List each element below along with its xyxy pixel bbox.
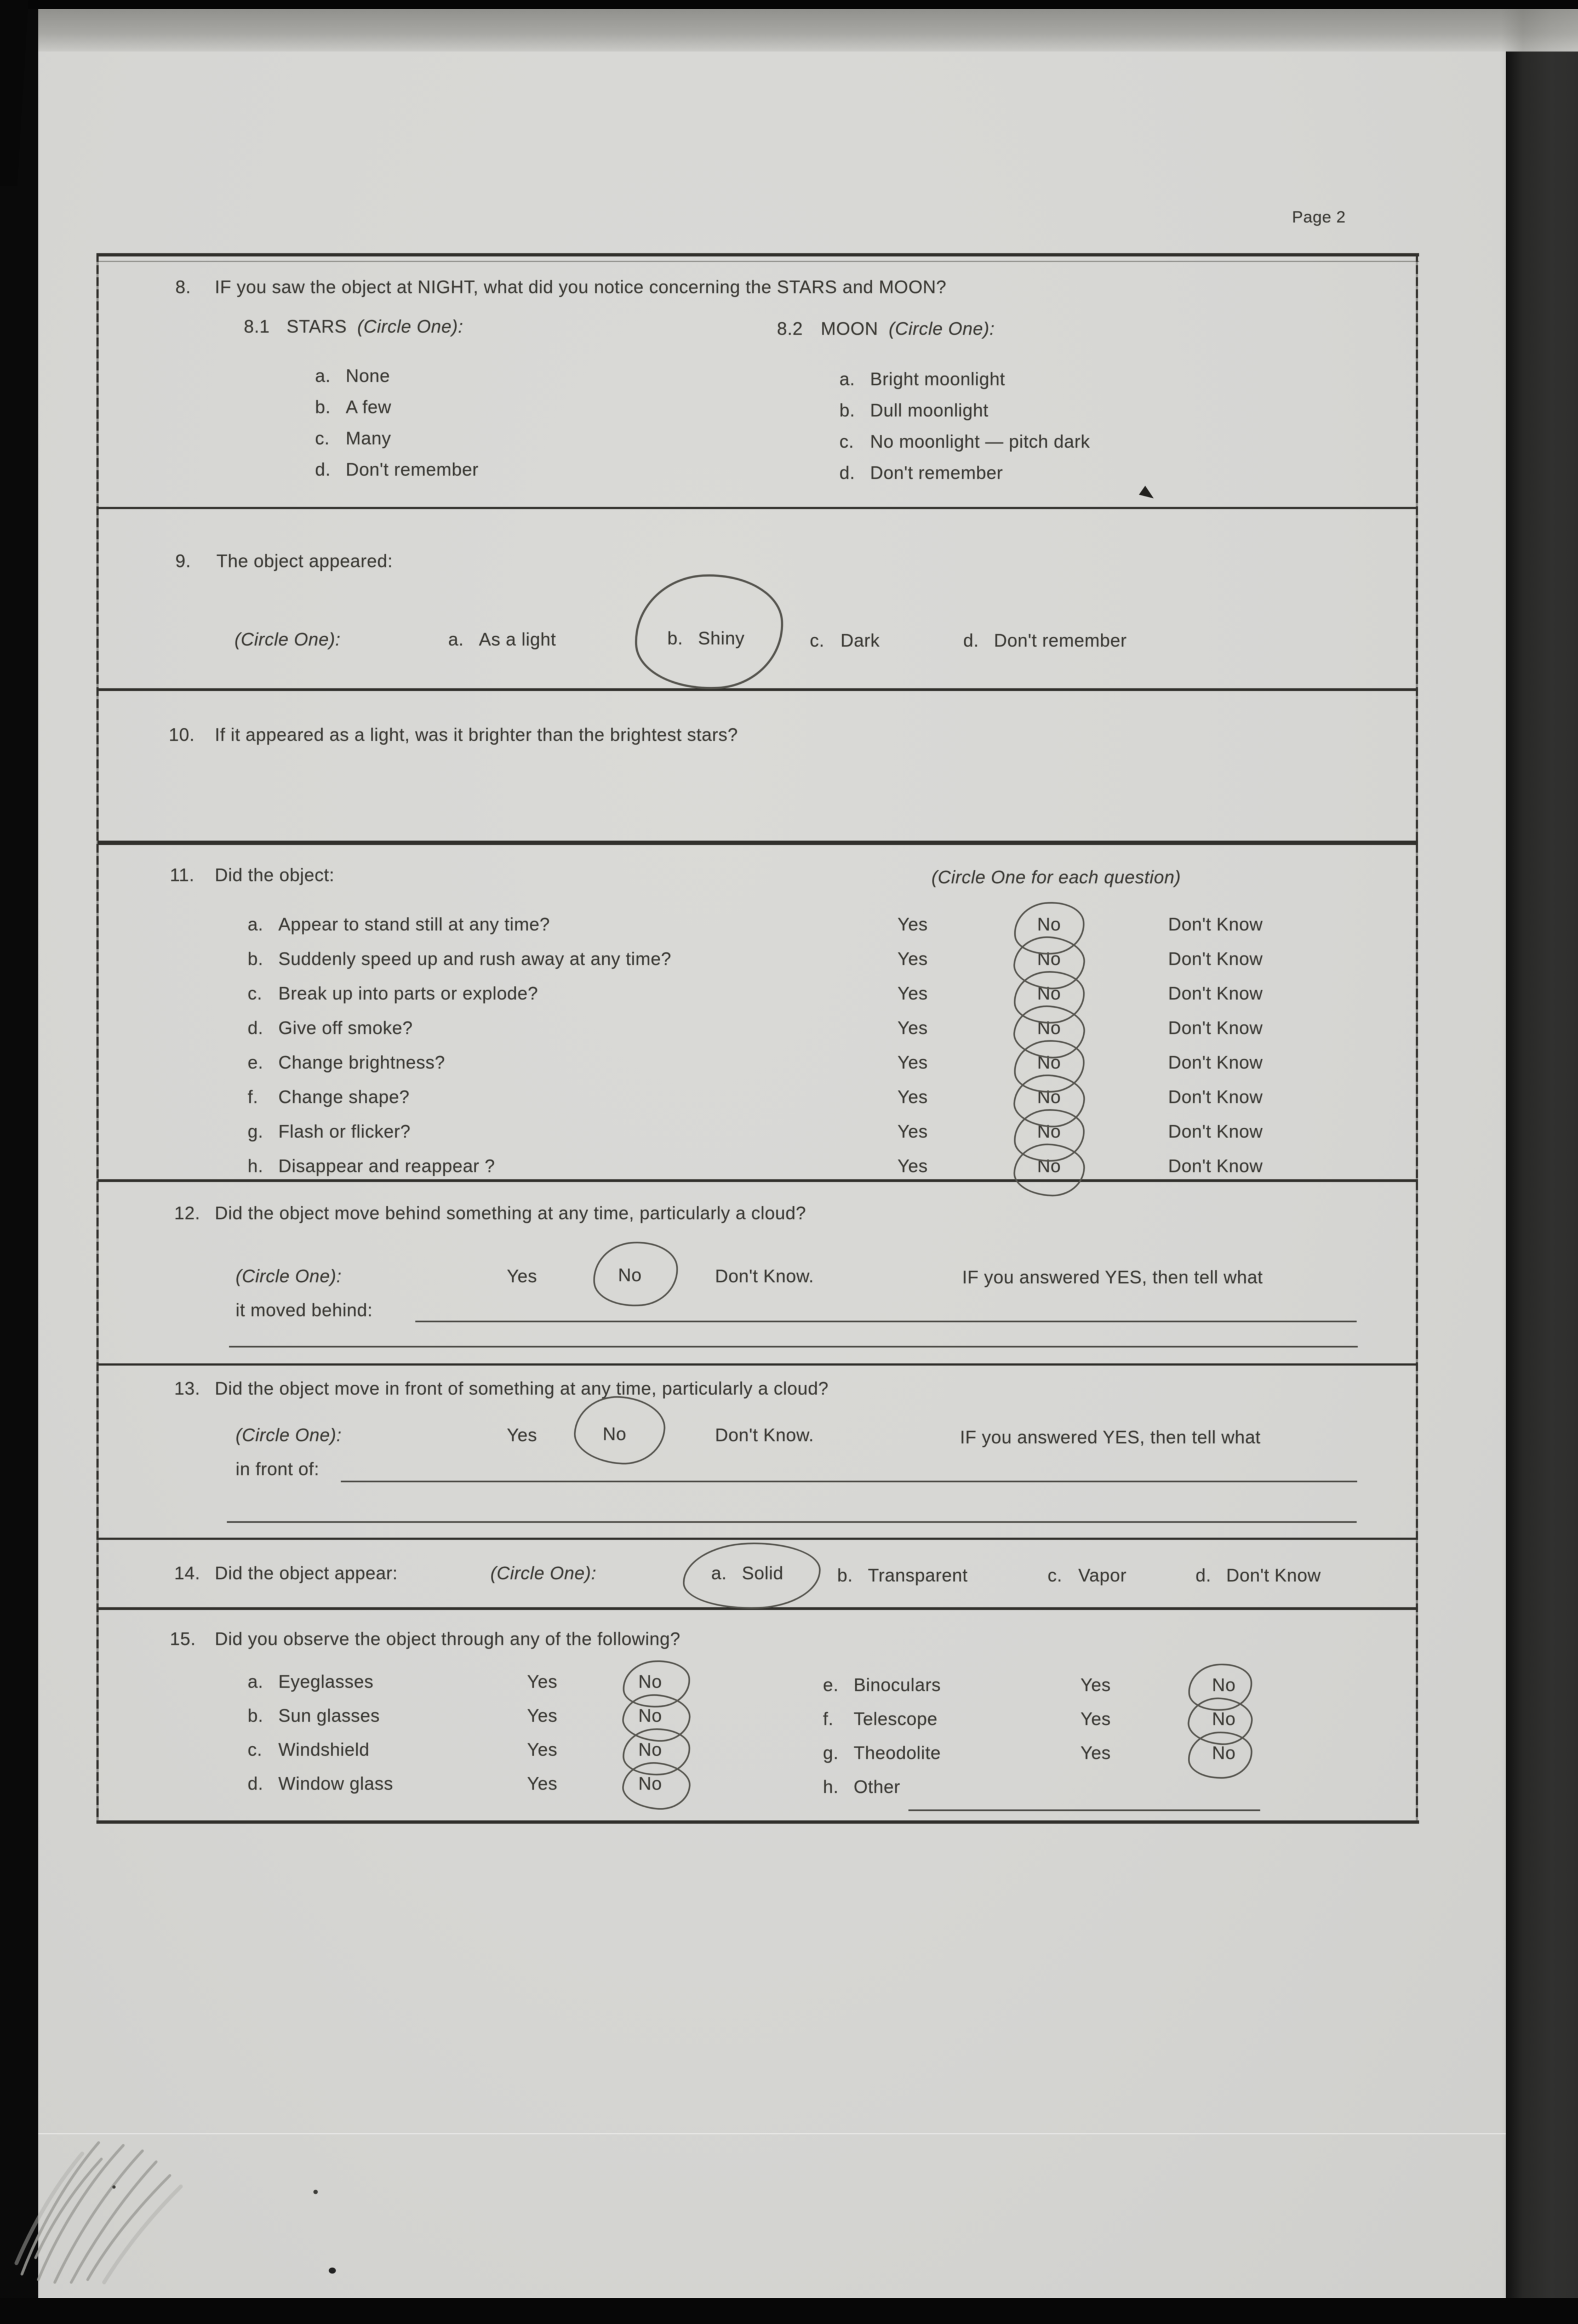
option-label: Shiny (698, 628, 745, 648)
item-letter: h. (823, 1777, 839, 1797)
q15-left-no: No (638, 1773, 662, 1794)
q8-moon-option (839, 431, 1090, 452)
q8-moon-option (839, 462, 1003, 483)
item-letter: a. (248, 1671, 264, 1692)
item-letter: b. (248, 1705, 264, 1726)
q8-moon-option (839, 400, 988, 421)
q8-2-circle-one-label: (Circle One): (889, 318, 995, 339)
pencil-scribble (5, 2077, 236, 2285)
form-border-left (96, 253, 99, 1824)
q12-lead: it moved behind: (236, 1300, 373, 1320)
q11-circle-one-note: (Circle One for each question) (931, 867, 1181, 887)
q14-circled-answer-solid (682, 1540, 822, 1612)
q12-yes-note: IF you answered YES, then tell what (962, 1267, 1263, 1287)
row-question-text: Appear to stand still at any time? (278, 914, 550, 934)
q15-left-no: No (638, 1671, 662, 1692)
row-letter: d. (248, 1018, 264, 1038)
q8-1-circle-one-label: (Circle One): (357, 316, 464, 336)
q13-no: No (603, 1424, 627, 1444)
q14-option-b (837, 1565, 968, 1586)
option-letter: c. (839, 431, 854, 452)
ink-speck (313, 2190, 318, 2194)
option-letter: b. (667, 628, 683, 648)
option-label: Dark (841, 630, 880, 650)
item-label: Window glass (278, 1773, 393, 1794)
q13-dont-know: Don't Know. (715, 1425, 814, 1445)
option-label: Don't remember (346, 459, 479, 479)
q11-row-no: No (1037, 949, 1061, 969)
row-question-text: Flash or flicker? (278, 1121, 411, 1141)
form-border-bottom (98, 1820, 1419, 1824)
q11-row-no: No (1037, 1052, 1061, 1072)
option-letter: d. (315, 459, 331, 479)
q13-fill-in-line-2 (227, 1521, 1357, 1523)
q15-right-yes: Yes (1080, 1743, 1111, 1763)
row-question-text: Change brightness? (278, 1052, 445, 1072)
option-letter: b. (839, 400, 855, 420)
q14-number: 14. (174, 1563, 201, 1583)
q12-no: No (618, 1265, 642, 1285)
q11-row-dont-know: Don't Know (1168, 1121, 1263, 1141)
q15-left-no: No (638, 1739, 662, 1760)
item-letter: c. (248, 1739, 262, 1760)
option-label: Solid (742, 1563, 784, 1583)
option-letter: a. (839, 369, 855, 389)
q11-row-no: No (1037, 1156, 1061, 1176)
option-label: No moonlight — pitch dark (870, 431, 1090, 452)
page-number-label: Page 2 (1292, 208, 1346, 226)
option-label: As a light (479, 629, 556, 649)
q15-text: Did you observe the object through any of the following? (215, 1629, 681, 1649)
q11-row-yes: Yes (897, 1121, 928, 1141)
q11-row-dont-know: Don't Know (1168, 1052, 1263, 1072)
q8-stars-option (315, 397, 391, 418)
q15-right-no: No (1212, 1675, 1236, 1695)
option-label: A few (346, 397, 392, 417)
q15-right-item (823, 1709, 937, 1729)
q11-row-question (248, 914, 550, 935)
form-border-top-inner (98, 261, 1419, 262)
q11-row-question (248, 949, 671, 969)
q8-2-number: 8.2 (777, 318, 803, 339)
q8-1-number: 8.1 (244, 316, 270, 336)
q11-row-yes: Yes (897, 1052, 928, 1072)
q11-row-yes: Yes (897, 1087, 928, 1107)
section-divider (98, 1363, 1418, 1366)
q12-fill-in-line-2 (229, 1346, 1358, 1347)
q11-row-no: No (1037, 1087, 1061, 1107)
option-letter: a. (448, 629, 464, 649)
q11-row-yes: Yes (897, 914, 928, 934)
q15-right-item-other (823, 1777, 900, 1797)
item-label: Windshield (278, 1739, 370, 1760)
q14-option-c (1048, 1565, 1127, 1586)
q11-row-dont-know: Don't Know (1168, 914, 1263, 934)
q11-row-yes: Yes (897, 949, 928, 969)
q9-circled-answer-shiny (632, 570, 787, 693)
item-label: Theodolite (854, 1743, 941, 1763)
q15-right-yes: Yes (1080, 1675, 1111, 1695)
option-letter: a. (711, 1563, 727, 1583)
item-letter: e. (823, 1675, 839, 1695)
row-question-text: Give off smoke? (278, 1018, 413, 1038)
q14-circle-one-label: (Circle One): (490, 1563, 597, 1583)
q13-fill-in-line (341, 1481, 1357, 1482)
q15-right-no: No (1212, 1743, 1236, 1763)
row-letter: h. (248, 1156, 264, 1176)
q12-yes: Yes (507, 1266, 538, 1286)
option-label: Many (346, 428, 391, 448)
q8-text: IF you saw the object at NIGHT, what did you notice concerning the STARS and MOON? (215, 277, 947, 297)
q12-fill-in-line (415, 1321, 1357, 1322)
q13-circle-one-label: (Circle One): (236, 1425, 342, 1445)
option-letter: d. (1196, 1565, 1211, 1585)
q11-row-yes: Yes (897, 983, 928, 1003)
q13-circled-answer-no (573, 1394, 667, 1467)
q15-left-yes: Yes (527, 1773, 558, 1794)
option-letter: a. (315, 366, 331, 386)
q11-text: Did the object: (215, 865, 335, 885)
q10-number: 10. (169, 724, 195, 745)
q13-text: Did the object move in front of something at any time, particularly a cloud? (215, 1378, 829, 1398)
option-label: Bright moonlight (870, 369, 1005, 389)
q8-number: 8. (175, 277, 191, 297)
q15-right-yes: Yes (1080, 1709, 1111, 1729)
option-letter: c. (810, 630, 825, 650)
ink-speck (329, 2268, 336, 2274)
q15-left-yes: Yes (527, 1671, 558, 1692)
option-label: Don't remember (994, 630, 1127, 650)
q15-other-fill-in-line (908, 1809, 1260, 1811)
ink-arrow-mark (1139, 486, 1157, 503)
option-label: None (346, 366, 390, 386)
section-divider (98, 507, 1418, 509)
q11-row-dont-know: Don't Know (1168, 1156, 1263, 1176)
option-letter: b. (837, 1565, 853, 1585)
section-divider (98, 841, 1418, 845)
option-label: Don't remember (870, 462, 1003, 483)
q11-row-question (248, 1018, 413, 1038)
q11-row-question (248, 1121, 410, 1142)
q11-row-dont-know: Don't Know (1168, 1018, 1263, 1038)
q11-number: 11. (170, 865, 195, 885)
q8-stars-option (315, 459, 479, 480)
option-letter: d. (839, 462, 855, 483)
q15-left-item (248, 1739, 369, 1760)
q11-row-question (248, 983, 538, 1004)
q11-row-dont-know: Don't Know (1168, 983, 1263, 1003)
option-letter: c. (315, 428, 330, 448)
q13-yes-note: IF you answered YES, then tell what (960, 1427, 1261, 1447)
section-divider (98, 1179, 1418, 1182)
form-border-right (1416, 253, 1418, 1824)
section-divider (98, 688, 1418, 691)
item-label: Telescope (854, 1709, 938, 1729)
q12-circled-answer-no (590, 1238, 681, 1310)
q8-stars-option (315, 366, 390, 386)
row-letter: f. (248, 1087, 259, 1107)
q9-option-c (810, 630, 880, 651)
item-letter: f. (823, 1709, 834, 1729)
row-question-text: Suddenly speed up and rush away at any time? (278, 949, 672, 969)
option-letter: d. (963, 630, 979, 650)
q8-stars-option (315, 428, 391, 449)
q11-row-no: No (1037, 983, 1061, 1003)
item-label: Eyeglasses (278, 1671, 374, 1692)
row-letter: b. (248, 949, 264, 969)
row-letter: a. (248, 914, 264, 934)
q11-row-yes: Yes (897, 1018, 928, 1038)
q15-left-yes: Yes (527, 1739, 558, 1760)
q12-text: Did the object move behind something at any time, particularly a cloud? (215, 1203, 807, 1223)
ink-speck (112, 2185, 116, 2189)
row-letter: g. (248, 1121, 264, 1141)
section-divider (98, 1538, 1418, 1540)
row-letter: e. (248, 1052, 264, 1072)
item-label: Other (854, 1777, 901, 1797)
q10-text: If it appeared as a light, was it brighter than the brightest stars? (215, 724, 738, 745)
q15-right-item (823, 1675, 941, 1695)
option-label: Don't Know (1226, 1565, 1321, 1585)
q15-left-yes: Yes (527, 1705, 558, 1726)
q14-text: Did the object appear: (215, 1563, 398, 1583)
item-label: Sun glasses (278, 1705, 380, 1726)
item-letter: g. (823, 1743, 839, 1763)
q12-number: 12. (174, 1203, 201, 1223)
q8-moon-option (839, 369, 1005, 390)
form-border-top (98, 253, 1419, 256)
q15-left-no: No (638, 1705, 662, 1726)
q11-row-no: No (1037, 1121, 1061, 1141)
q11-row-yes: Yes (897, 1156, 928, 1176)
q11-row-question (248, 1087, 410, 1107)
q11-row-question (248, 1156, 495, 1177)
q13-number: 13. (174, 1378, 201, 1398)
q15-right-item (823, 1743, 941, 1763)
option-label: Dull moonlight (870, 400, 989, 420)
item-letter: d. (248, 1773, 264, 1794)
q11-row-dont-know: Don't Know (1168, 949, 1263, 969)
q15-left-item (248, 1705, 380, 1726)
q11-row-dont-know: Don't Know (1168, 1087, 1263, 1107)
q14-option-d (1196, 1565, 1321, 1586)
q9-option-d (963, 630, 1127, 651)
q11-row-no: No (1037, 914, 1061, 934)
q13-lead: in front of: (236, 1459, 319, 1479)
q12-dont-know: Don't Know. (715, 1266, 814, 1286)
q9-circle-one-label: (Circle One): (235, 629, 341, 649)
q11-row-no: No (1037, 1018, 1061, 1038)
row-letter: c. (248, 983, 262, 1003)
q15-right-no: No (1212, 1709, 1236, 1729)
q15-number: 15. (170, 1629, 196, 1649)
q15-left-item (248, 1671, 374, 1692)
option-label: Transparent (868, 1565, 968, 1585)
q9-number: 9. (175, 551, 191, 571)
row-question-text: Break up into parts or explode? (278, 983, 539, 1003)
option-label: Vapor (1078, 1565, 1127, 1585)
row-question-text: Disappear and reappear ? (278, 1156, 495, 1176)
q8-2-heading: MOON (821, 318, 878, 339)
q9-option-a (448, 629, 556, 650)
item-label: Binoculars (854, 1675, 941, 1695)
option-letter: c. (1048, 1565, 1062, 1585)
q9-text: The object appeared: (216, 551, 393, 571)
row-question-text: Change shape? (278, 1087, 410, 1107)
q13-yes: Yes (507, 1425, 538, 1445)
q8-1-heading: STARS (287, 316, 347, 336)
q15-left-item (248, 1773, 393, 1794)
option-letter: b. (315, 397, 331, 417)
q11-row-question (248, 1052, 445, 1073)
q12-circle-one-label: (Circle One): (236, 1266, 342, 1286)
